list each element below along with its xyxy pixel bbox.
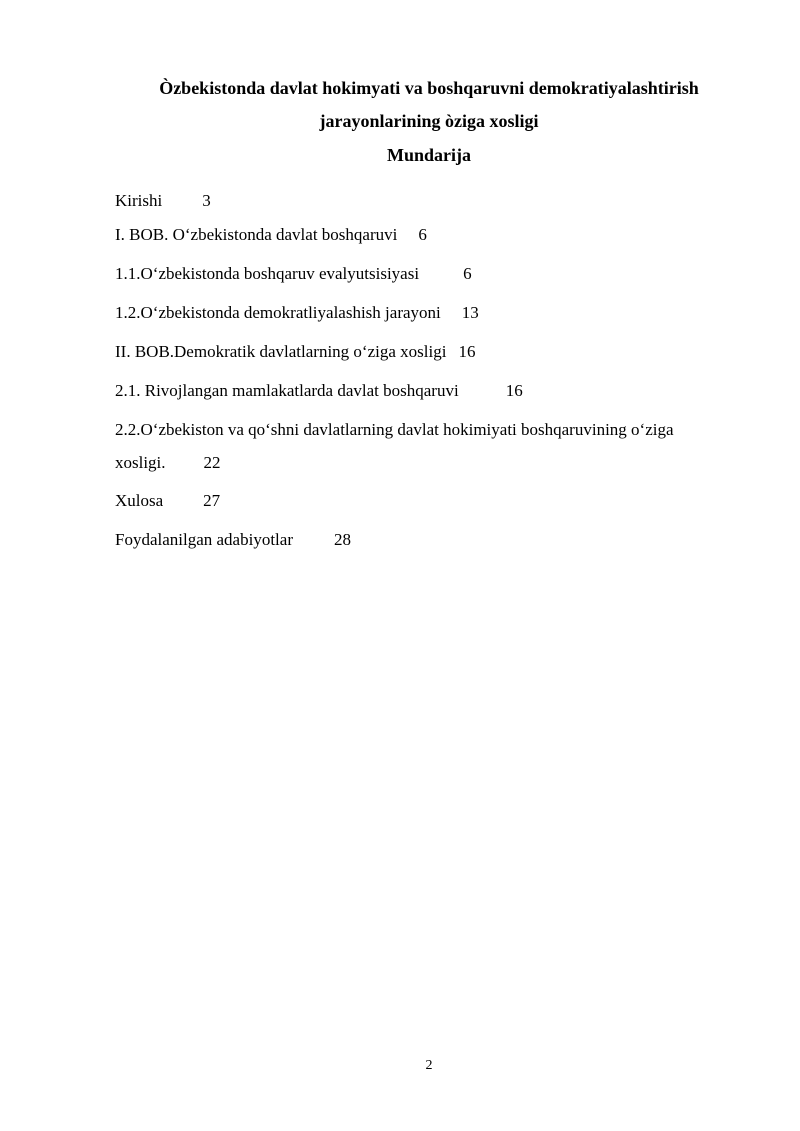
toc-entry-label: Kirishi xyxy=(115,191,163,210)
toc-entry-page: 16 xyxy=(458,342,476,361)
toc-entry-page: 13 xyxy=(461,303,479,322)
toc-entry-page: 27 xyxy=(203,491,221,510)
toc-entry-page: 22 xyxy=(203,453,221,472)
toc-entry-adabiyotlar xyxy=(115,529,351,551)
toc-entry-page: 6 xyxy=(418,225,427,244)
toc-entry-label: Foydalanilgan adabiyotlar xyxy=(115,530,293,549)
toc-entry-xulosa xyxy=(115,490,220,512)
toc-entry-kirishi xyxy=(115,190,211,212)
toc-entry-label: I. BOB. O‘zbekistonda davlat boshqaruvi xyxy=(115,225,398,244)
toc-entry-label-continued: xosligi. xyxy=(115,453,166,472)
toc-entry-label: 1.2.O‘zbekistonda demokratliyalashish jarayoni xyxy=(115,303,441,322)
toc-entry-2-2-continued xyxy=(115,452,221,474)
document-title-line-2: jarayonlarining òziga xosligi xyxy=(319,111,539,131)
toc-entry-bob-1 xyxy=(115,224,427,246)
toc-entry-page: 16 xyxy=(505,381,523,400)
page-number: 2 xyxy=(425,1058,433,1073)
toc-entry-page: 3 xyxy=(202,191,211,210)
toc-entry-label: 1.1.O‘zbekistonda boshqaruv evalyutsisiyasi xyxy=(115,264,420,283)
toc-entry-bob-2 xyxy=(115,341,475,363)
document-title-line-1: Òzbekistonda davlat hokimyati va boshqaruvni demokratiyalashtirish xyxy=(159,78,699,98)
toc-entry-page: 6 xyxy=(463,264,472,283)
toc-entry-1-1 xyxy=(115,263,472,285)
toc-entry-2-1 xyxy=(115,380,523,402)
toc-entry-page: 28 xyxy=(333,530,351,549)
toc-entry-label: 2.2.O‘zbekiston va qo‘shni davlatlarning davlat hokimiyati boshqaruvining o‘ziga xyxy=(115,420,674,439)
toc-entry-label: II. BOB.Demokratik davlatlarning o‘ziga xosligi xyxy=(115,342,447,361)
toc-entry-label: Xulosa xyxy=(115,491,164,510)
toc-entry-1-2 xyxy=(115,302,479,324)
toc-heading: Mundarija xyxy=(386,145,471,165)
toc-entry-2-2 xyxy=(115,419,674,441)
toc-entry-label: 2.1. Rivojlangan mamlakatlarda davlat boshqaruvi xyxy=(115,381,459,400)
